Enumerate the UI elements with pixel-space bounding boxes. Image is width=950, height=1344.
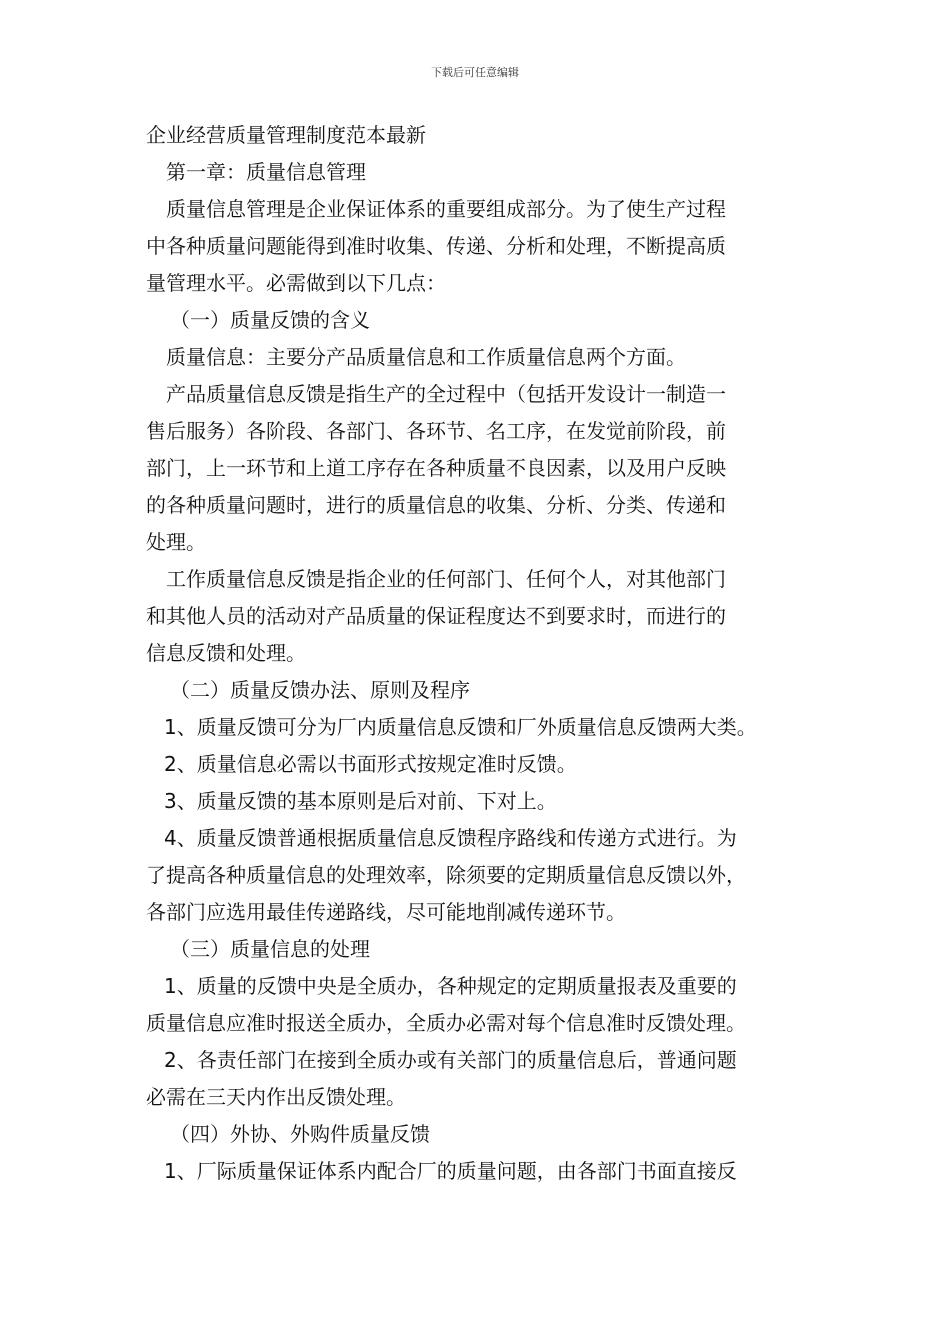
text-line: 质量信息应准时报送全质办，全质办必需对每个信息准时反馈处理。 [146, 1011, 746, 1035]
text-line: 了提高各种质量信息的处理效率，除须要的定期质量信息反馈以外， [146, 863, 746, 887]
text-line: 1、厂际质量保证体系内配合厂的质量问题，由各部门书面直接反 [164, 1159, 737, 1183]
text-line: 1、质量的反馈中央是全质办，各种规定的定期质量报表及重要的 [164, 974, 737, 998]
text-line: 4、质量反馈普通根据质量信息反馈程序路线和传递方式进行。为 [164, 826, 737, 850]
header-note: 下载后可任意编辑 [431, 66, 519, 79]
text-line: 2、各责任部门在接到全质办或有关部门的质量信息后，普通问题 [164, 1048, 737, 1072]
text-line: （四）外协、外购件质量反馈 [170, 1122, 430, 1146]
text-line: 产品质量信息反馈是指生产的全过程中（包括开发设计一制造一 [166, 382, 726, 406]
text-line: 3、质量反馈的基本原则是后对前、下对上。 [164, 789, 557, 813]
text-line: 各部门应选用最佳传递路线，尽可能地削减传递环节。 [146, 900, 626, 924]
text-line: （一）质量反馈的含义 [170, 308, 370, 332]
text-line: 处理。 [146, 530, 206, 554]
text-line: 工作质量信息反馈是指企业的任何部门、任何个人，对其他部门 [166, 567, 726, 591]
text-line: 的各种质量问题时，进行的质量信息的收集、分析、分类、传递和 [146, 493, 726, 517]
text-line: 信息反馈和处理。 [146, 641, 306, 665]
document-body [146, 117, 816, 1190]
text-line: 必需在三天内作出反馈处理。 [146, 1085, 406, 1109]
text-line: 1、质量反馈可分为厂内质量信息反馈和厂外质量信息反馈两大类。 [164, 715, 757, 739]
document-title: 企业经营质量管理制度范本最新 [146, 123, 426, 147]
text-line: 质量信息管理是企业保证体系的重要组成部分。为了使生产过程 [166, 197, 726, 221]
text-line: 和其他人员的活动对产品质量的保证程度达不到要求时，而进行的 [146, 604, 726, 628]
text-line: 第一章：质量信息管理 [166, 160, 366, 184]
text-line: （二）质量反馈办法、原则及程序 [170, 678, 470, 702]
text-line: 部门，上一环节和上道工序存在各种质量不良因素，以及用户反映 [146, 456, 726, 480]
text-line: （三）质量信息的处理 [170, 937, 370, 961]
text-line: 2、质量信息必需以书面形式按规定准时反馈。 [164, 752, 577, 776]
text-line: 质量信息：主要分产品质量信息和工作质量信息两个方面。 [166, 345, 686, 369]
text-line: 量管理水平。必需做到以下几点： [146, 271, 446, 295]
text-line: 中各种质量问题能得到准时收集、传递、分析和处理，不断提高质 [146, 234, 726, 258]
text-line: 售后服务）各阶段、各部门、各环节、名工序，在发觉前阶段，前 [146, 419, 726, 443]
